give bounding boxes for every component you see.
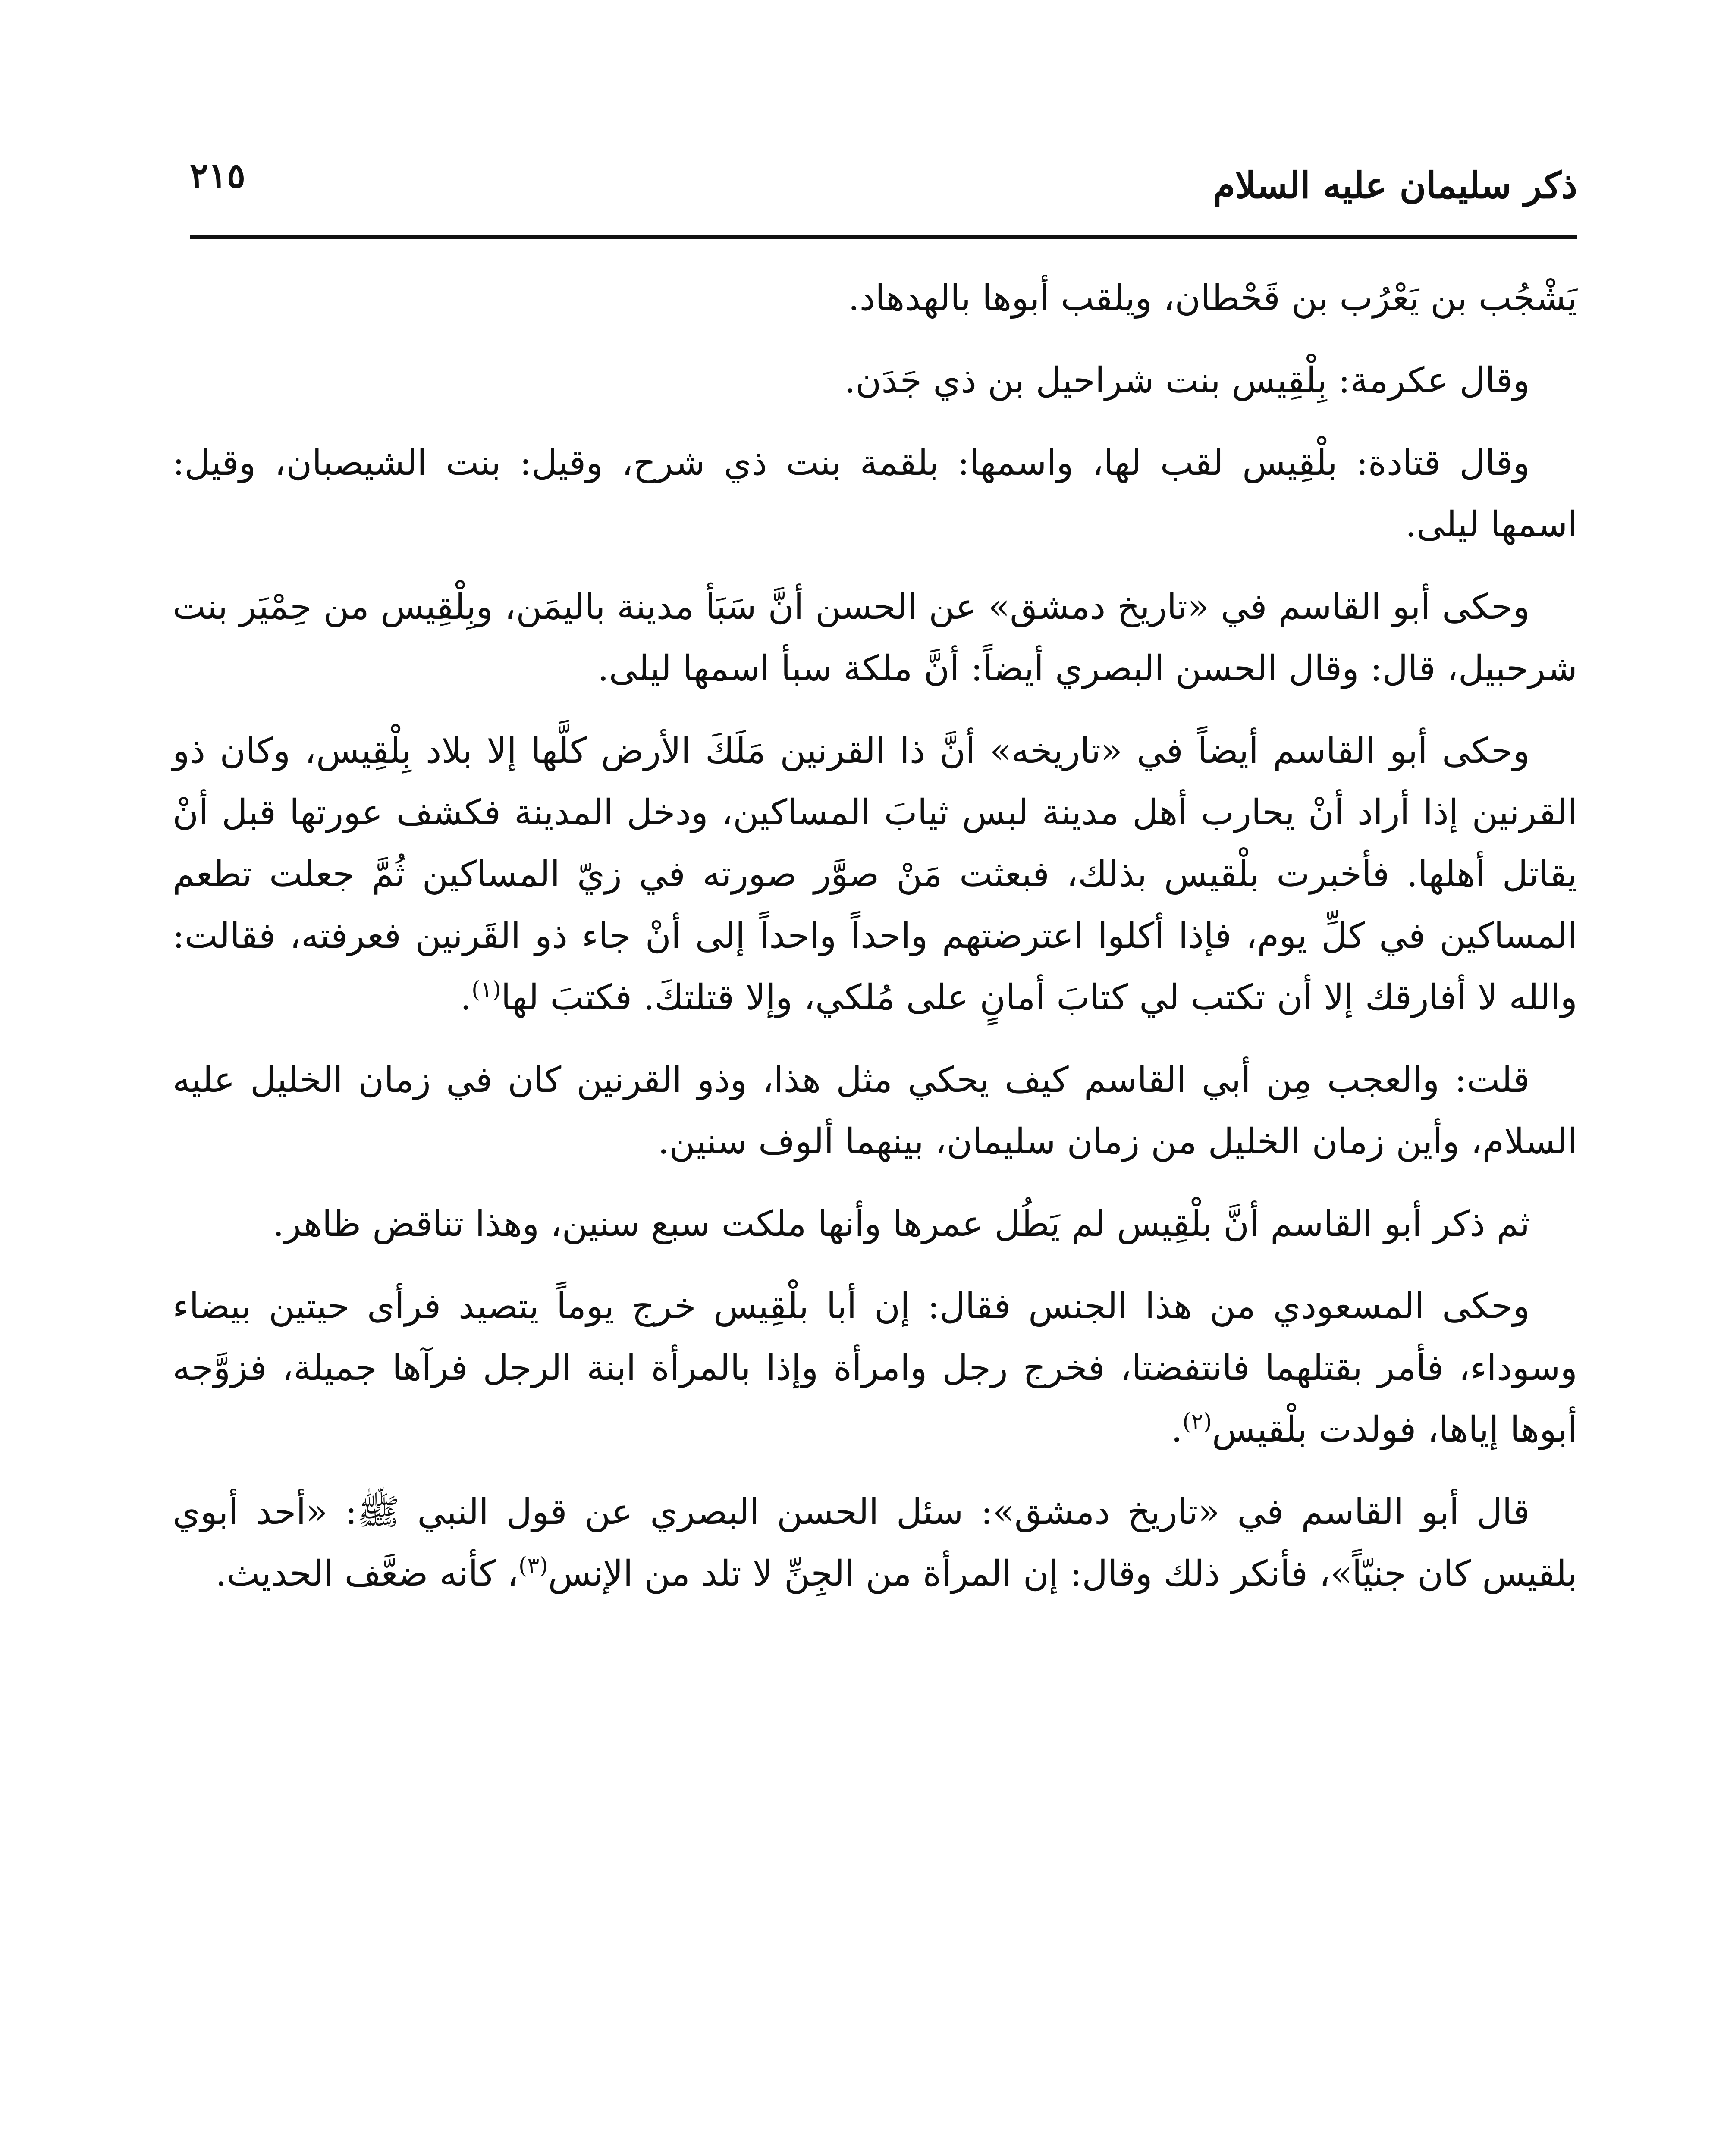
paragraph-1: يَشْجُب بن يَعْرُب بن قَحْطان، ويلقب أبوها بالهدهاد.: [848, 278, 1577, 319]
paragraph-4: وحكى أبو القاسم في «تاريخ دمشق» عن الحسن أنَّ سَبَأ مدينة باليمَن، وبِلْقِيس من حِمْيَر بنت شرحبيل، قال: وقال الحسن البصري أيضاً: أنَّ ملكة سبأ اسمها ليلى.: [173, 586, 1577, 689]
page-number: ٢١٥: [190, 155, 245, 196]
paragraph-9-text: قال أبو القاسم في «تاريخ دمشق»: سئل الحسن البصري عن قول النبي ﷺ: «أحد أبوي بلقيس كان جنيّاً»، فأنكر ذلك وقال: إن المرأة من الجِنِّ لا تلد من الإنس: [173, 1492, 1577, 1594]
paragraph-8-end: .: [1171, 1409, 1183, 1450]
paragraph-6: قلت: والعجب مِن أبي القاسم كيف يحكي مثل هذا، وذو القرنين كان في زمان الخليل عليه السلام، وأين زمان الخليل من زمان سليمان، بينهما ألوف سنين.: [173, 1059, 1577, 1162]
paragraph-5-end: .: [460, 977, 472, 1018]
paragraph-5-text: وحكى أبو القاسم أيضاً في «تاريخه» أنَّ ذا القرنين مَلَكَ الأرض كلَّها إلا بلاد بِلْقِيس، وكان ذو القرنين إذا أراد أنْ يحارب أهل مدينة لبس ثيابَ المساكين، ودخل المدينة فكشف عورتها قبل أنْ يقاتل أهلها. فأخبرت بلْقيس بذلك، فبعثت مَنْ صوَّر صورته في زيّ المساكين ثُمَّ جعلت تطعم المساكين في كلِّ يوم، فإذا أكلوا اعترضتهم واحداً واحداً إلى أنْ جاء ذو القَرنين فعرفته، فقالت: والله لا أفارقك إلا أن تكتب لي كتابَ أمانٍ على مُلكي، وإلا قتلتكَ. فكتبَ لها: [173, 730, 1577, 1018]
running-title: ذكر سليمان عليه السلام: [1212, 164, 1577, 207]
page-header: [190, 147, 1577, 233]
paragraph-7: ثم ذكر أبو القاسم أنَّ بلْقِيس لم يَطُل عمرها وأنها ملكت سبع سنين، وهذا تناقض ظاهر.: [273, 1203, 1530, 1244]
footnote-ref-3: (٣): [518, 1553, 548, 1579]
footnote-ref-1: (١): [471, 977, 501, 1003]
paragraph-9: [173, 1481, 1577, 1604]
paragraph-5: [173, 720, 1577, 1028]
footnote-ref-2: (٢): [1182, 1409, 1212, 1435]
paragraph-9-end: ، كأنه ضعَّف الحديث.: [215, 1553, 519, 1594]
header-rule: [190, 235, 1577, 239]
paragraph-2: وقال عكرمة: بِلْقِيس بنت شراحيل بن ذي جَدَن.: [844, 360, 1530, 401]
paragraph-8-text: وحكى المسعودي من هذا الجنس فقال: إن أبا بلْقِيس خرج يوماً يتصيد فرأى حيتين بيضاء وسوداء، فأمر بقتلهما فانتفضتا، فخرج رجل وامرأة وإذا بالمرأة ابنة الرجل فرآها جميلة، فزوَّجه أبوها إياها، فولدت بلْقيس: [173, 1286, 1577, 1450]
paragraph-8: [173, 1275, 1577, 1460]
paragraph-3: وقال قتادة: بلْقِيس لقب لها، واسمها: بلقمة بنت ذي شرح، وقيل: بنت الشيصبان، وقيل: اسمها ليلى.: [173, 442, 1577, 545]
body-text: [173, 267, 1577, 1625]
